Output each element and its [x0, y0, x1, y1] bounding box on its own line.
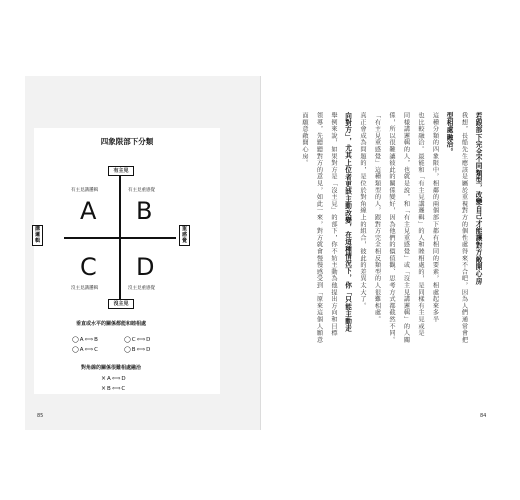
axis-label-bottom: 沒主見 [108, 299, 134, 309]
axis-label-left: 講邏輯 [32, 225, 43, 246]
relation-to: C [121, 386, 126, 392]
relation-from: C [131, 337, 136, 343]
page-number-right: 84 [480, 413, 487, 419]
text-column: 舉例來說，如果對方是「沒主見」的部下，你不妨主動為他提出方向和目標 [330, 112, 337, 337]
relation-to: D [146, 347, 151, 353]
text-column: 「有主見重感覺」這種類型的人，跟對方完全相反類型的人很難相處。 [373, 112, 381, 323]
circle-mark-icon: ◯ [124, 336, 131, 343]
relation-item [124, 336, 150, 343]
section-heading: 若跟部下完全不同類型，改變自己才能讓對方敞開心房 [474, 112, 482, 285]
text-column: 我想，長船先生應該是屬於重視對方的個性處得來不合吧，因為人們通常會把 [460, 112, 468, 344]
text-column: 領導，先聽聽對方的意見，如此一來，對方就會慢慢感受到「原來這個人願意 [315, 112, 323, 344]
horizontal-axis [64, 237, 176, 239]
relation-to: C [94, 347, 98, 353]
relation-to: D [146, 337, 151, 343]
double-arrow-icon: ⟺ [111, 385, 121, 392]
double-arrow-icon: ⟺ [84, 336, 94, 343]
quadrant-c-caption: 沒主見講邏輯 [71, 286, 98, 291]
cross-mark-icon: × [101, 385, 107, 392]
section-heading: 向對方」，尤其上位者更該主動改變，在這種情況下，你「只能主動走 [343, 112, 352, 332]
text-column: 係，所以很難讓彼此的關係變好，因為他們的價值觀、思考方式都截然不同。 [388, 112, 395, 344]
text-column: 也比較融洽。最能和「有主見講邏輯」的人和睦相處的，是同樣有主見或是 [417, 112, 424, 337]
text-column: 這種分類的四象限中，相鄰的兩個部下都有相同的要素，相處起來多半 [431, 112, 439, 323]
relation-from: A [79, 347, 84, 353]
cross-mark-icon: × [101, 375, 107, 382]
quadrant-c-letter: C [80, 253, 97, 281]
relation-item [101, 385, 125, 392]
quadrant-d-letter: D [136, 253, 155, 281]
compatible-legend-title: 垂直或水平的關係都能和睦相處 [76, 321, 147, 327]
quadrant-d-caption: 沒主見重感覺 [128, 286, 155, 291]
relation-item [101, 375, 126, 382]
double-arrow-icon: ⟺ [136, 336, 146, 343]
incompatible-legend-title: 對角線的關係很難相處融洽 [81, 365, 142, 371]
relation-from: A [107, 376, 111, 382]
relation-from: B [107, 386, 111, 392]
axis-label-top: 有主見 [108, 166, 134, 176]
axis-label-right: 重感覺 [179, 225, 190, 246]
quadrant-a-letter: A [80, 197, 97, 225]
text-column: 真正會成為問題的，是位於對角線上的組合，彼此的差異太大了。 [359, 112, 366, 310]
relation-item [72, 346, 98, 353]
relation-item [72, 336, 98, 343]
quadrant-b-caption: 有主見重感覺 [128, 188, 155, 193]
figure-title: 四象限部下分類 [100, 137, 154, 146]
double-arrow-icon: ⟺ [136, 346, 146, 353]
quadrant-a-caption: 有主見講邏輯 [71, 188, 98, 193]
circle-mark-icon: ◯ [72, 346, 79, 353]
double-arrow-icon: ⟺ [111, 375, 121, 382]
relation-item [124, 346, 150, 353]
circle-mark-icon: ◯ [72, 336, 79, 343]
double-arrow-icon: ⟺ [84, 346, 94, 353]
quadrant-b-letter: B [136, 197, 153, 225]
page-number-left: 85 [37, 413, 44, 419]
relation-from: B [131, 347, 136, 353]
text-column: 同樣講邏輯的人，也就是說，和「有主見重感覺」或「沒主見講邏輯」的人關 [402, 112, 410, 344]
relation-to: D [121, 376, 126, 382]
relation-from: A [79, 337, 84, 343]
section-heading: 型相處融洽。 [445, 112, 453, 156]
circle-mark-icon: ◯ [124, 346, 131, 353]
relation-to: B [94, 337, 98, 343]
text-column: 面願意敞開心房。 [301, 112, 308, 167]
